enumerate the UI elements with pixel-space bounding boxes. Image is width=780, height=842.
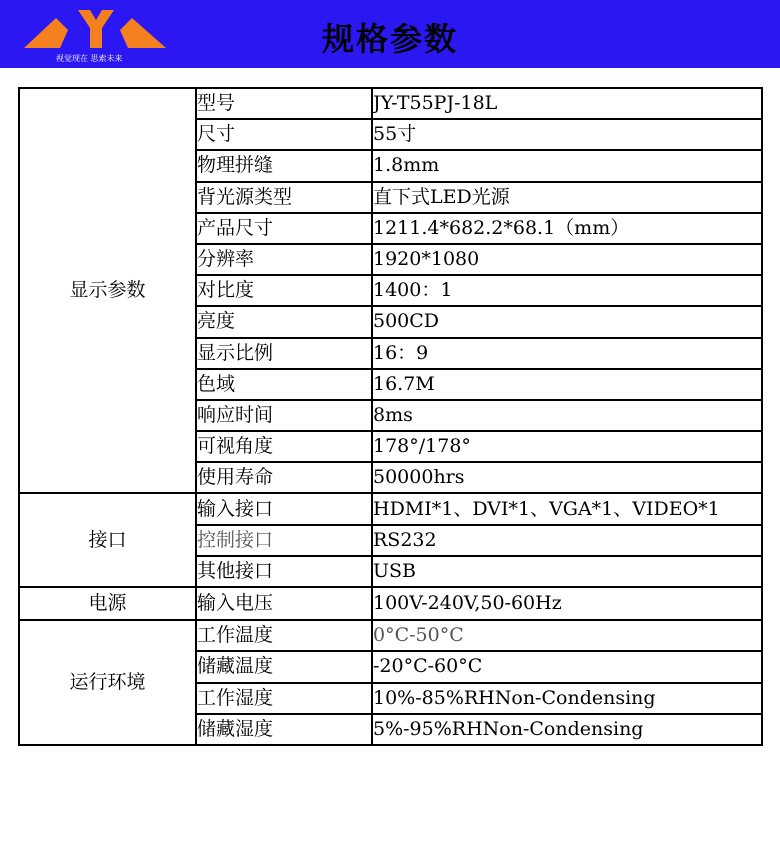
spec-value-cell: 1400：1 — [372, 275, 762, 306]
category-cell: 电源 — [19, 587, 196, 620]
spec-value-cell: 100V-240V,50-60Hz — [372, 587, 762, 620]
spec-row — [19, 620, 762, 651]
spec-value-cell: 8ms — [372, 400, 762, 431]
spec-value-cell: HDMI*1、DVI*1、VGA*1、VIDEO*1 — [372, 493, 762, 524]
header-banner — [0, 0, 780, 68]
spec-value-cell: 178°/178° — [372, 431, 762, 462]
spec-value-cell: 1.8mm — [372, 150, 762, 181]
spec-key-cell: 响应时间 — [196, 400, 372, 431]
spec-value-cell: 500CD — [372, 306, 762, 337]
spec-value-cell: 10%-85%RHNon-Condensing — [372, 683, 762, 714]
spec-key-cell: 背光源类型 — [196, 182, 372, 213]
spec-row — [19, 587, 762, 620]
category-cell: 运行环境 — [19, 620, 196, 745]
spec-key-cell: 可视角度 — [196, 431, 372, 462]
logo-slogan: 视觉现在 思索未来 — [56, 54, 123, 63]
spec-key-cell: 输入接口 — [196, 493, 372, 524]
spec-key-cell: 色域 — [196, 369, 372, 400]
spec-table-body — [19, 88, 762, 745]
spec-key-cell: 储藏温度 — [196, 651, 372, 682]
spec-key-cell: 储藏湿度 — [196, 714, 372, 745]
spec-key-cell: 工作湿度 — [196, 683, 372, 714]
spec-value-cell: -20°C-60°C — [372, 651, 762, 682]
spec-value-cell: 16：9 — [372, 338, 762, 369]
spec-key-cell: 其他接口 — [196, 556, 372, 587]
spec-table — [18, 87, 763, 746]
spec-row — [19, 493, 762, 524]
spec-value-cell: 1211.4*682.2*68.1（mm） — [372, 213, 762, 244]
category-cell: 显示参数 — [19, 88, 196, 493]
spec-key-cell: 型号 — [196, 88, 372, 119]
spec-key-cell: 输入电压 — [196, 587, 372, 620]
category-cell: 接口 — [19, 493, 196, 587]
spec-key-cell: 控制接口 — [196, 525, 372, 556]
spec-value-cell: 直下式LED光源 — [372, 182, 762, 213]
spec-value-cell: 16.7M — [372, 369, 762, 400]
spec-value-cell: 1920*1080 — [372, 244, 762, 275]
page-title: 规格参数 — [321, 20, 458, 58]
spec-value-cell: 5%-95%RHNon-Condensing — [372, 714, 762, 745]
spec-key-cell: 对比度 — [196, 275, 372, 306]
spec-value-cell: 50000hrs — [372, 462, 762, 493]
spec-value-cell: JY-T55PJ-18L — [372, 88, 762, 119]
spec-key-cell: 尺寸 — [196, 119, 372, 150]
spec-row — [19, 88, 762, 119]
spec-key-cell: 工作温度 — [196, 620, 372, 651]
spec-value-cell: 0°C-50°C — [372, 620, 762, 651]
spec-key-cell: 亮度 — [196, 306, 372, 337]
spec-value-cell: USB — [372, 556, 762, 587]
spec-value-cell: 55寸 — [372, 119, 762, 150]
spec-key-cell: 分辨率 — [196, 244, 372, 275]
spec-table-container — [18, 87, 763, 746]
spec-key-cell: 显示比例 — [196, 338, 372, 369]
spec-key-cell: 产品尺寸 — [196, 213, 372, 244]
spec-value-cell: RS232 — [372, 525, 762, 556]
spec-key-cell: 物理拼缝 — [196, 150, 372, 181]
spec-key-cell: 使用寿命 — [196, 462, 372, 493]
